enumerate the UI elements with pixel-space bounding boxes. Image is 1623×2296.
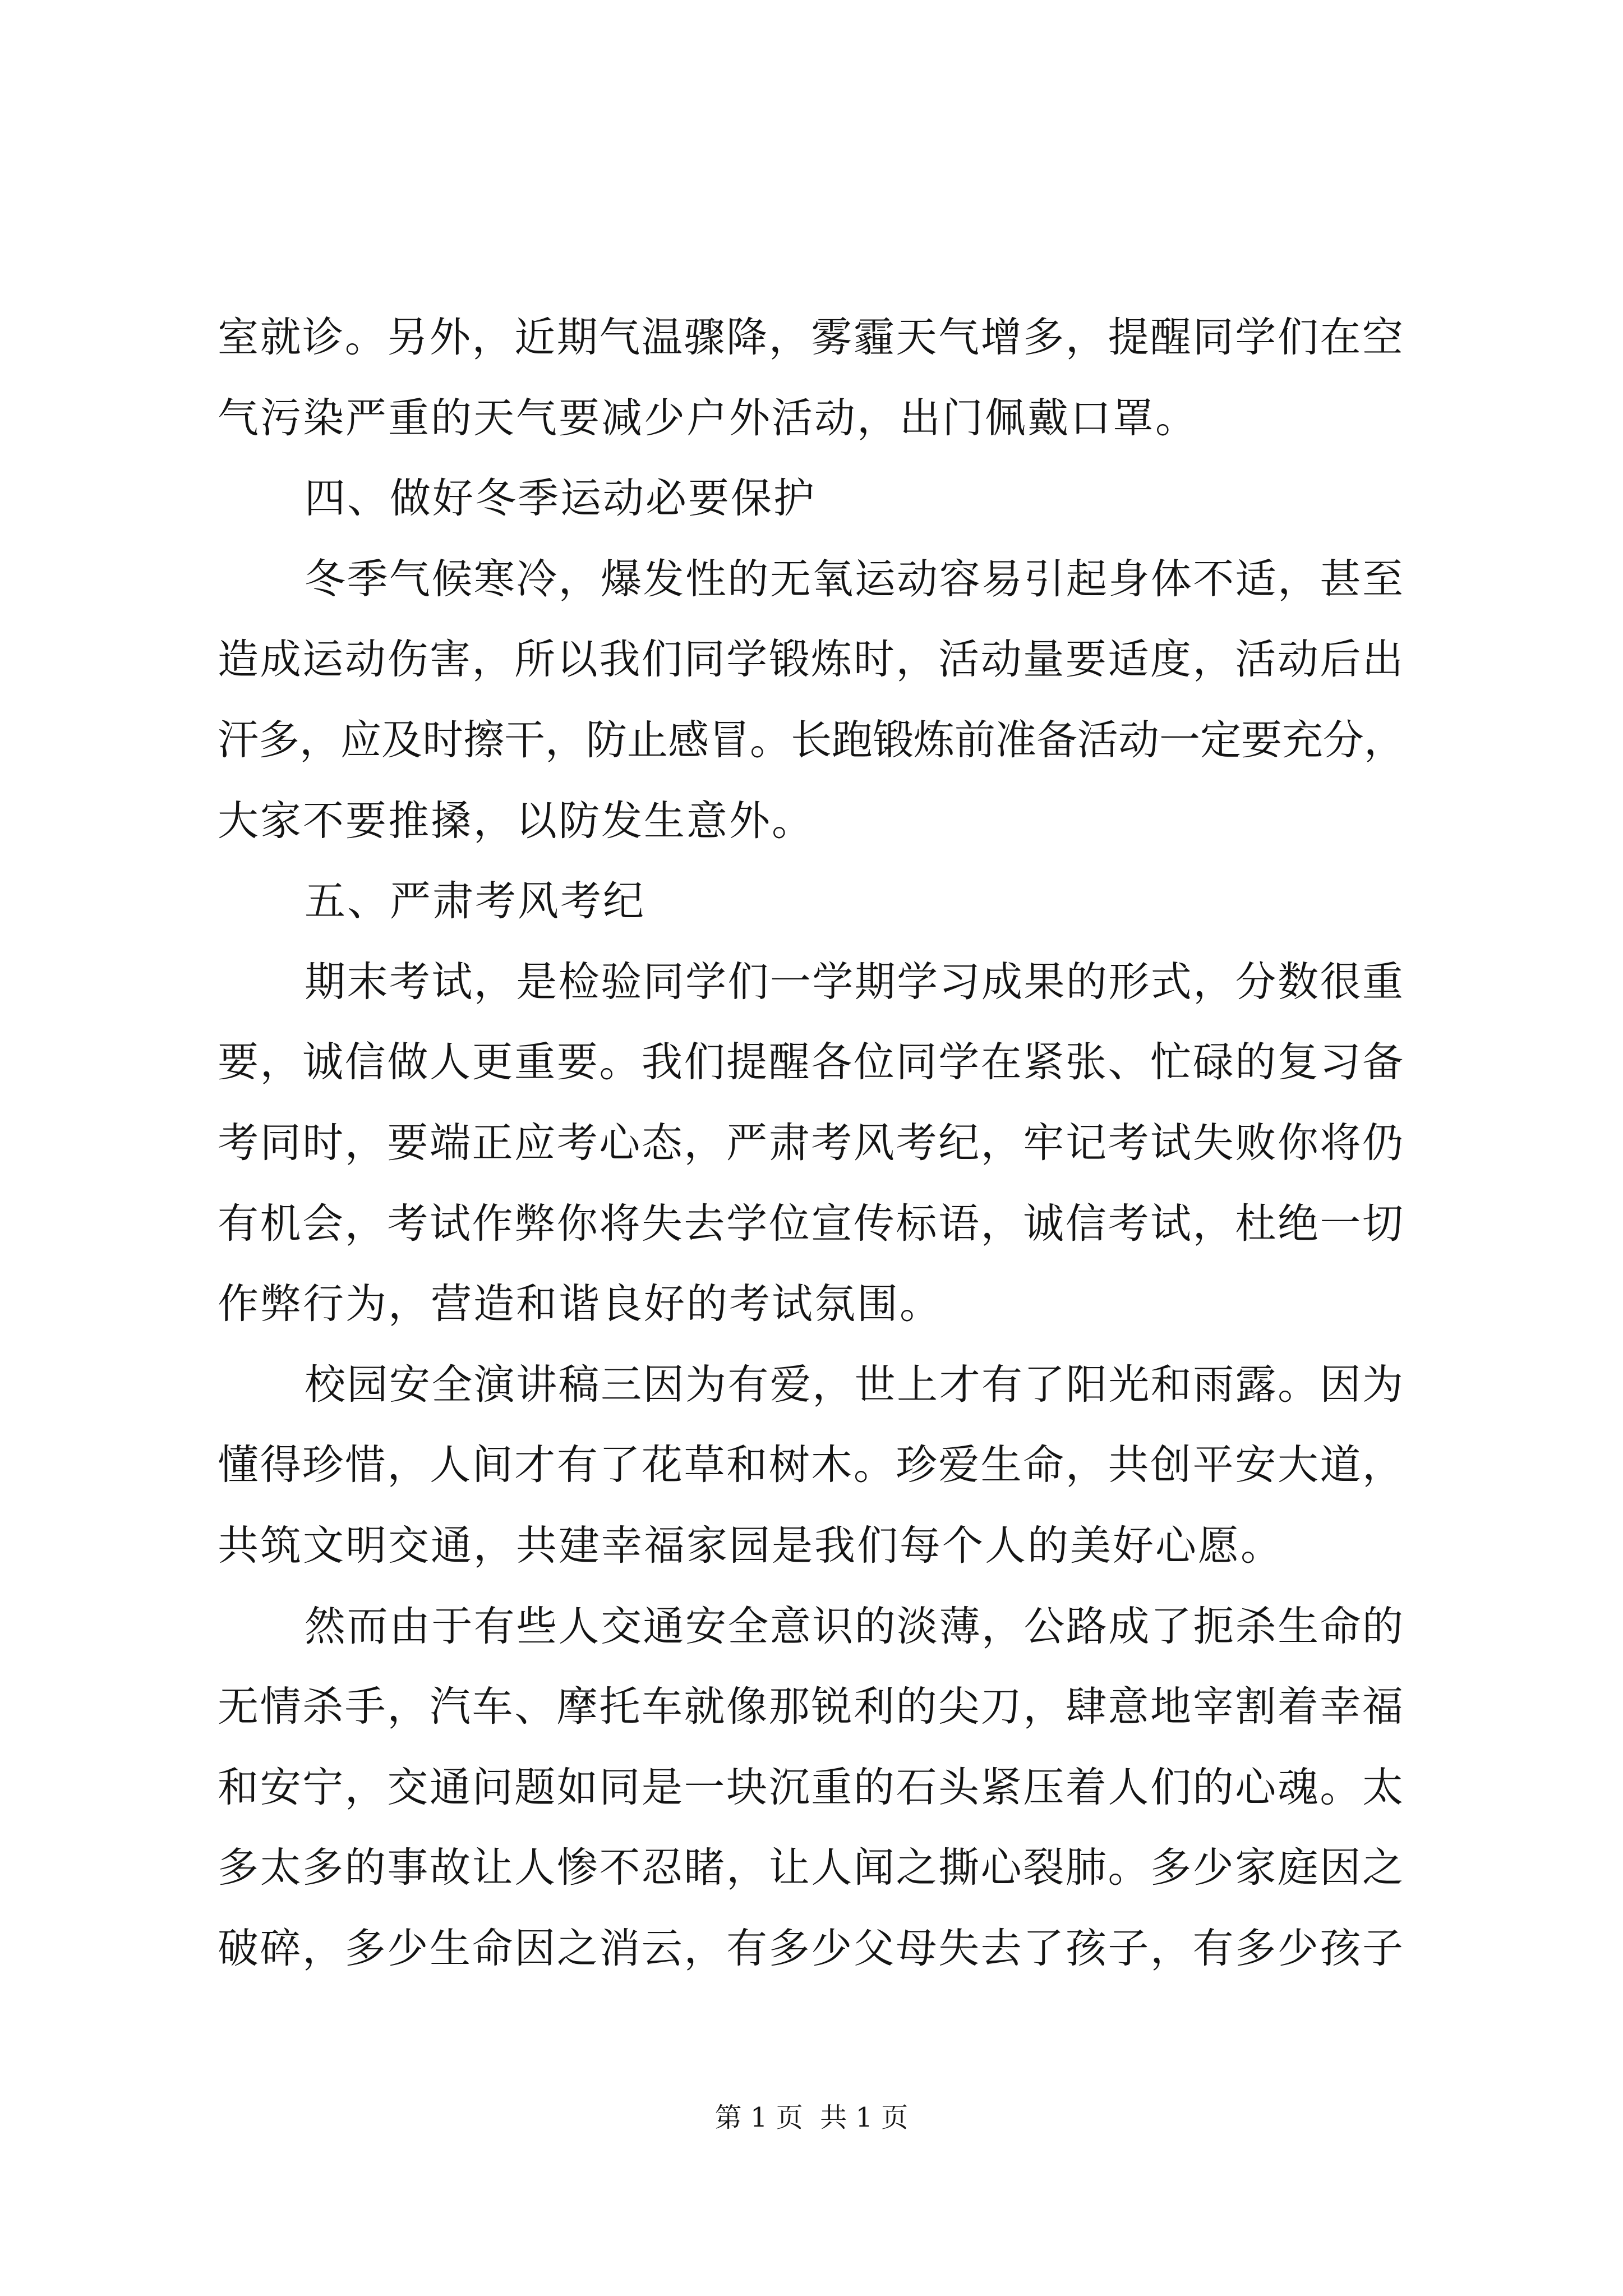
- text-line: 期末考试，是检验同学们一学期学习成果的形式，分数很重: [305, 958, 1403, 1006]
- text-line: 共筑文明交通，共建幸福家园是我们每个人的美好心愿。: [218, 1521, 1283, 1570]
- paragraph: [218, 539, 1403, 861]
- text-line: 汗多，应及时擦干，防止感冒。长跑锻炼前准备活动一定要充分，: [218, 716, 1405, 764]
- text-line: 和安宁，交通问题如同是一块沉重的石头紧压着人们的心魂。太: [218, 1763, 1403, 1811]
- text-line: 懂得珍惜，人间才有了花草和树木。珍爱生命，共创平安大道，: [218, 1441, 1403, 1489]
- section-heading-text: 五、严肃考风考纪: [305, 877, 645, 926]
- page-footer: 第 1 页 共 1 页: [714, 2102, 909, 2133]
- section-heading: [218, 458, 1403, 539]
- text-line: 校园安全演讲稿三因为有爱，世上才有了阳光和雨露。因为: [305, 1360, 1403, 1409]
- text-line: 然而由于有些人交通安全意识的淡薄，公路成了扼杀生命的: [305, 1602, 1403, 1650]
- paragraph: [218, 1345, 1403, 1586]
- text-line: 破碎，多少生命因之消云，有多少父母失去了孩子，有多少孩子: [218, 1924, 1403, 1972]
- text-line: 多太多的事故让人惨不忍睹，让人闻之撕心裂肺。多少家庭因之: [218, 1844, 1403, 1892]
- body-text: [218, 297, 1403, 1989]
- text-line: 作弊行为，营造和谐良好的考试氛围。: [218, 1280, 942, 1328]
- paragraph: [218, 942, 1403, 1345]
- text-line: 要，诚信做人更重要。我们提醒各位同学在紧张、忙碌的复习备: [218, 1038, 1403, 1087]
- section-heading: [218, 861, 1403, 942]
- paragraph: [218, 297, 1403, 458]
- text-line: 冬季气候寒冷，爆发性的无氧运动容易引起身体不适，甚至: [305, 555, 1403, 603]
- text-line: 大家不要推搡，以防发生意外。: [218, 797, 814, 845]
- paragraph: [218, 1586, 1403, 1989]
- text-line: 室就诊。另外，近期气温骤降，雾霾天气增多，提醒同学们在空: [218, 314, 1403, 361]
- text-line: 有机会，考试作弊你将失去学位宣传标语，诚信考试，杜绝一切: [218, 1199, 1403, 1248]
- text-line: 考同时，要端正应考心态，严肃考风考纪，牢记考试失败你将仍: [218, 1119, 1403, 1167]
- text-line: 无情杀手，汽车、摩托车就像那锐利的尖刀，肆意地宰割着幸福: [218, 1683, 1403, 1731]
- text-line: 造成运动伤害，所以我们同学锻炼时，活动量要适度，活动后出: [218, 636, 1403, 684]
- section-heading-text: 四、做好冬季运动必要保护: [305, 475, 816, 523]
- text-line: 气污染严重的天气要减少户外活动，出门佩戴口罩。: [218, 394, 1198, 442]
